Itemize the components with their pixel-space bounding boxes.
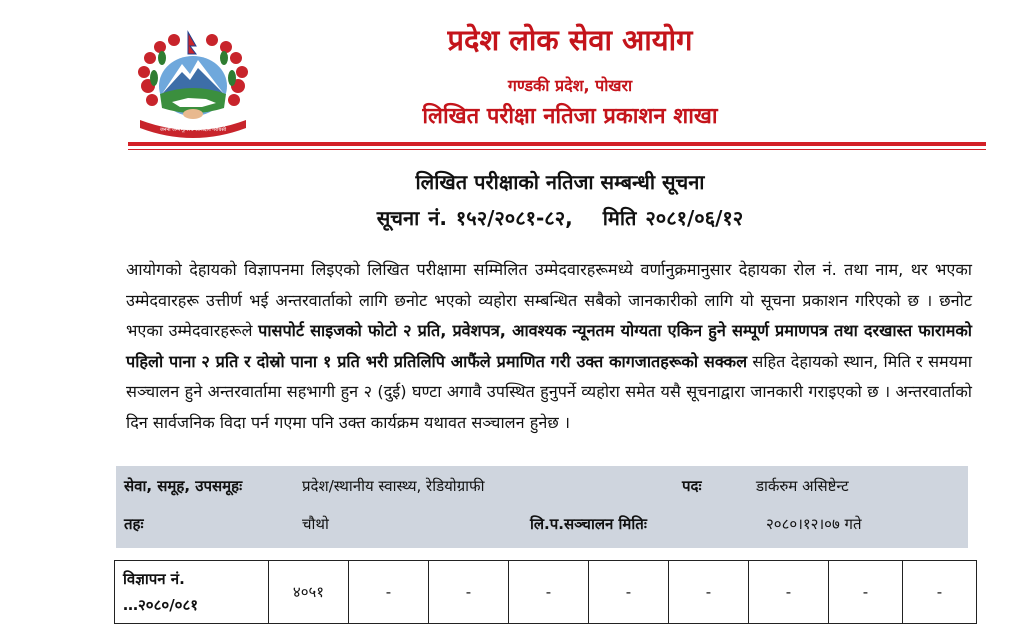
table-cell: -	[903, 561, 977, 624]
level-label: तहः	[124, 515, 144, 533]
exam-date-value: २०८०।१२।०७ गते	[766, 515, 862, 533]
table-cell: -	[509, 561, 589, 624]
ad-number-header-line2: …२०८०/०८१	[123, 596, 199, 614]
table-row	[115, 561, 977, 624]
table-cell: -	[749, 561, 829, 624]
ad-number-header-line1: विज्ञापन नं.	[123, 570, 185, 588]
post-label: पदः	[682, 477, 702, 495]
body-text-bold: पासपोर्ट साइजको फोटो २ प्रति, प्रवेशपत्र, आवश्यक न्यूनतम योग्यता एकिन हुने सम्पूर्ण प्रमाणपत्र तथा दरखास्त फारामको पहिलो पाना २ प्रति र दोस्रो पाना १ प्रति भरी प्रतिलिपि आफैंले प्रमाणित गरी उक्त कागजातहरूको सक्कल	[126, 321, 973, 371]
exam-date-label: लि.प.सञ्चालन मितिः	[530, 515, 647, 533]
notice-number-line	[160, 204, 960, 231]
ad-number-header	[115, 561, 269, 624]
notice-title: लिखित परीक्षाको नतिजा सम्बन्धी सूचना	[415, 170, 705, 194]
notice-date: मिति २०८१/०६/१२	[602, 206, 744, 230]
table-cell: -	[669, 561, 749, 624]
exam-info-panel	[116, 466, 968, 548]
body-text-part2: सहित देहायको स्थान, मिति र समयमा सञ्चालन हुने अन्तरवार्तामा सहभागी हुन २ (दुई) घण्टा अगावै उपस्थित हुनुपर्ने व्यहोरा समेत यसै सूचनाद्वारा जानकारी गराइएको छ । अन्तरवार्ताको दिन सार्वजनिक विदा पर्न गएमा पनि उक्त कार्यक्रम यथावत सञ्चालन हुनेछ ।	[126, 351, 972, 432]
service-value: प्रदेश/स्थानीय स्वास्थ्य, रेडियोग्राफी	[302, 477, 485, 495]
org-title: प्रदेश लोक सेवा आयोग	[447, 23, 693, 57]
body-text-part1: आयोगको देहायको विज्ञापनमा लिइएको लिखित परीक्षामा सम्मिलित उम्मेदवारहरूमध्ये वर्णानुक्रमानुसार देहायका रोल नं. तथा नाम, थर भएका उम्मेदवारहरू उत्तीर्ण भई अन्तरवार्ताको लागि छनोट भएको व्यहोरा सम्बन्धित सबैको जानकारीको लागि यो सूचना प्रकाशन गरिएको छ । छनोट भएका उम्मेदवारहरूले	[126, 260, 972, 341]
table-cell: ४०५१	[269, 561, 349, 624]
advertisement-table	[114, 560, 977, 624]
post-value: डार्करुम असिष्टेन्ट	[756, 477, 849, 495]
level-value: चौथो	[302, 515, 329, 533]
notice-body	[126, 255, 972, 439]
org-location: गण्डकी प्रदेश, पोखरा	[507, 76, 633, 95]
table-cell: -	[829, 561, 903, 624]
service-label: सेवा, समूह, उपसमूहः	[124, 477, 243, 495]
table-cell: -	[429, 561, 509, 624]
header-divider-thin	[128, 149, 986, 150]
org-branch: लिखित परीक्षा नतिजा प्रकाशन शाखा	[422, 104, 718, 129]
emblem-motto-text: जननी जन्मभूमिश्च स्वर्गादपि गरीयसी	[159, 127, 227, 133]
table-cell: -	[349, 561, 429, 624]
notice-number: सूचना नं. १५२/२०८१-८२,	[376, 206, 573, 230]
nepal-government-emblem-icon	[132, 28, 254, 138]
header-divider-thick	[128, 142, 986, 146]
table-cell: -	[589, 561, 669, 624]
